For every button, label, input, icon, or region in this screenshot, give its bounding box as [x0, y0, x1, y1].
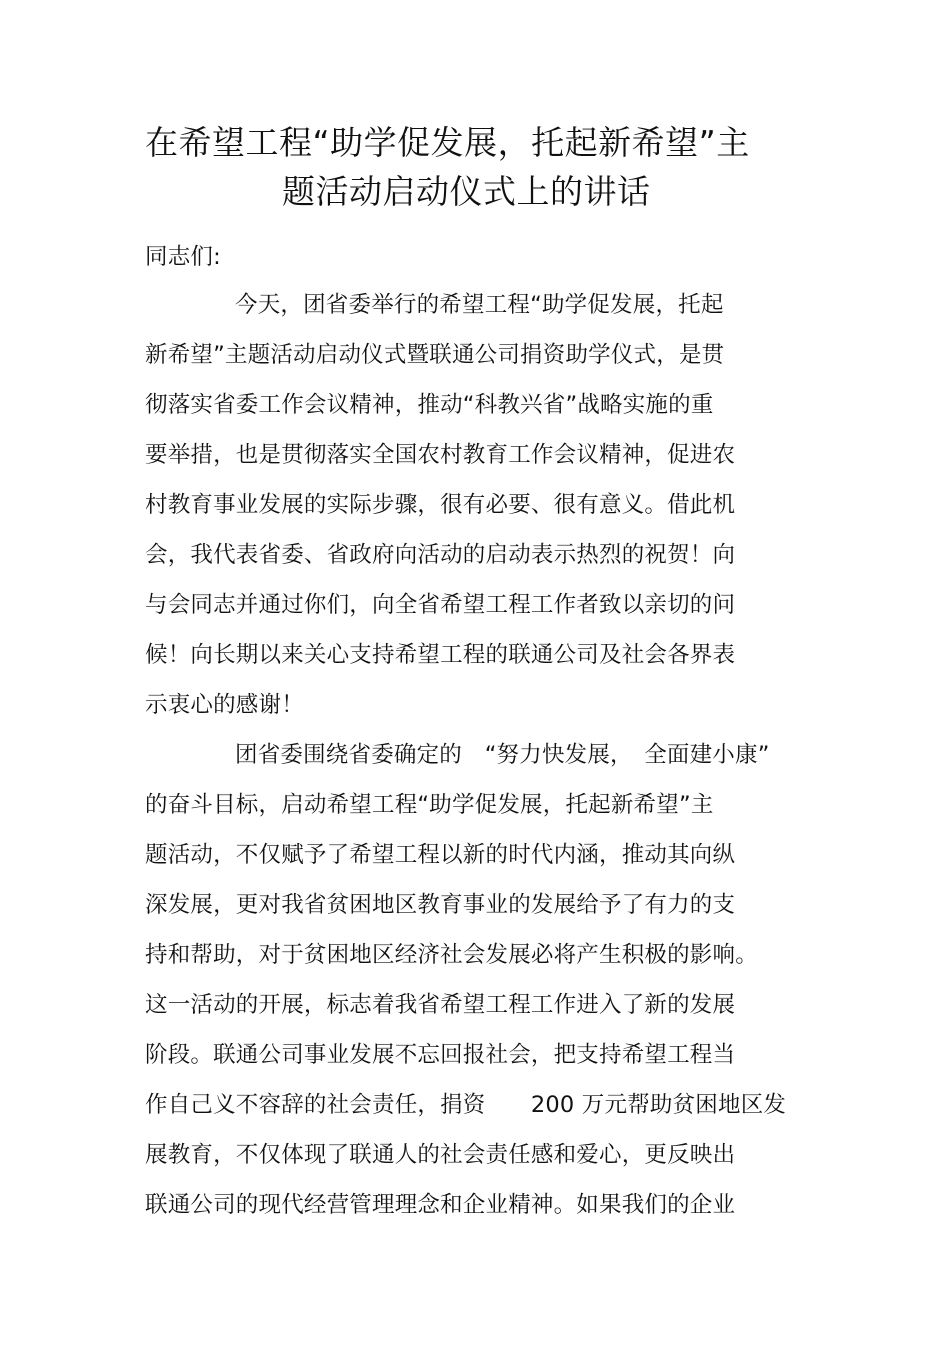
paragraph-line: 候！向长期以来关心支持希望工程的联通公司及社会各界表 [145, 642, 736, 668]
salutation: 同志们: [145, 244, 221, 270]
paragraph-line: 新希望”主题活动启动仪式暨联通公司捐资助学仪式，是贯 [145, 342, 725, 368]
paragraph-line: 彻落实省委工作会议精神，推动“科教兴省”战略实施的重 [145, 392, 714, 418]
document-title-line-1: 在希望工程“助学促发展，托起新希望”主 [145, 123, 750, 162]
document-title-line-2: 题活动启动仪式上的讲话 [282, 172, 651, 211]
paragraph-line: 今天，团省委举行的希望工程“助学促发展，托起 [235, 292, 724, 318]
paragraph-line: 会，我代表省委、省政府向活动的启动表示热烈的祝贺！向 [145, 542, 736, 568]
paragraph-line: 与会同志并通过你们，向全省希望工程工作者致以亲切的问 [145, 592, 736, 618]
paragraph-line: 联通公司的现代经营管理理念和企业精神。如果我们的企业 [145, 1192, 736, 1218]
paragraph-line: 题活动，不仅赋予了希望工程以新的时代内涵，推动其向纵 [145, 842, 736, 868]
paragraph-line: 示衷心的感谢！ [145, 692, 304, 718]
paragraph-line: 的奋斗目标，启动希望工程“助学促发展，托起新希望”主 [145, 792, 714, 818]
paragraph-line: 展教育，不仅体现了联通人的社会责任感和爱心，更反映出 [145, 1142, 736, 1168]
paragraph-line: 团省委围绕省委确定的 “努力快发展， 全面建小康” [235, 742, 770, 768]
paragraph-line: 作自己义不容辞的社会责任，捐资 200 万元帮助贫困地区发 [145, 1092, 787, 1118]
paragraph-line: 持和帮助，对于贫困地区经济社会发展必将产生积极的影响。 [145, 942, 758, 968]
paragraph-line: 这一活动的开展，标志着我省希望工程工作进入了新的发展 [145, 992, 736, 1018]
paragraph-line: 阶段。联通公司事业发展不忘回报社会，把支持希望工程当 [145, 1042, 736, 1068]
paragraph-line: 深发展，更对我省贫困地区教育事业的发展给予了有力的支 [145, 892, 736, 918]
paragraph-line: 村教育事业发展的实际步骤，很有必要、很有意义。借此机 [145, 492, 736, 518]
paragraph-line: 要举措，也是贯彻落实全国农村教育工作会议精神，促进农 [145, 442, 736, 468]
